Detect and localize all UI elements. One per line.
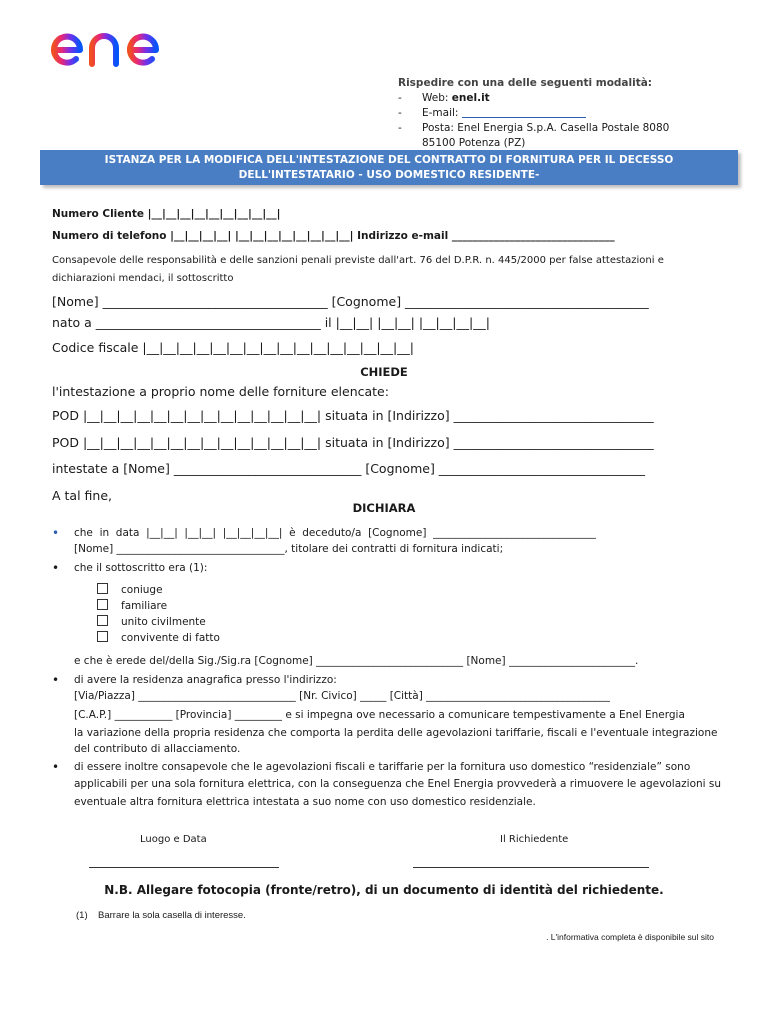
email-label: E-mail:: [422, 107, 459, 119]
form-title-banner: [40, 150, 738, 185]
enel-logo: [48, 12, 200, 70]
bullet: •: [52, 760, 60, 774]
intestazione-text: l'intestazione a proprio nome delle forniture elencate:: [52, 384, 389, 399]
telefono-label: Numero di telefono: [52, 230, 167, 242]
unito-civilmente-checkbox[interactable]: [97, 615, 108, 626]
option-coniuge: coniuge: [121, 584, 163, 596]
nome-cognome-row[interactable]: [Nome] ____________________________________ [Cognome] _______________________________________: [52, 294, 649, 309]
pod-row-1[interactable]: POD |__|__|__|__|__|__|__|__|__|__|__|__|__|__| situata in [Indirizzo] ________________________________: [52, 408, 654, 423]
consapevole-text-2: dichiarazioni mendaci, il sottoscritto: [52, 273, 234, 284]
agevolazioni-line-3: eventuale altra fornitura elettrica intestata a suo nome con uso domestico residenziale.: [74, 796, 536, 808]
telefono-input[interactable]: |__|__|__|__| |__|__|__|__|__|__|__|__|: [166, 230, 358, 242]
footnote-number: (1): [76, 910, 88, 921]
post-city: 85100 Potenza (PZ): [422, 137, 526, 149]
tal-fine-text: A tal fine,: [52, 488, 112, 503]
consapevole-text: Consapevole delle responsabilità e delle sanzioni penali previste dall'art. 76 del D.P.R. n. 445/2000 per false attestazioni e: [52, 255, 664, 266]
cliente-label: Numero Cliente: [52, 208, 145, 220]
dichiara-heading: DICHIARA: [352, 501, 416, 515]
intestate-row[interactable]: intestate a [Nome] ______________________________ [Cognome] _________________________________: [52, 461, 646, 476]
dash: -: [398, 92, 402, 104]
coniuge-checkbox[interactable]: [97, 583, 108, 594]
email-form-label: Indirizzo e-mail: [357, 230, 449, 242]
bullet: •: [52, 673, 60, 687]
sottoscritto-era-text: che il sottoscritto era (1):: [74, 562, 208, 574]
agevolazioni-line-2: applicabili per una sola fornitura elettrica, con la conseguenza che Enel Energia provvederà a rimuovere le agevolazioni su: [74, 778, 722, 790]
banner-line-1: ISTANZA PER LA MODIFICA DELL'INTESTAZIONE DEL CONTRATTO DI FORNITURA PER IL DECESSO: [104, 154, 674, 166]
nato-row[interactable]: nato a ____________________________________ il |__|__| |__|__| |__|__|__|__|: [52, 315, 490, 330]
option-convivente: convivente di fatto: [121, 632, 220, 644]
luogo-data-label: Luogo e Data: [140, 834, 207, 845]
enel-logo-icon: [48, 12, 200, 70]
luogo-data-signature-line[interactable]: [89, 867, 279, 868]
banner-line-2: DELL'INTESTATARIO - USO DOMESTICO RESIDENTE-: [238, 169, 540, 181]
codice-fiscale-row[interactable]: Codice fiscale |__|__|__|__|__|__|__|__|__|__|__|__|__|__|__|__|: [52, 340, 414, 355]
residenza-line-1: di avere la residenza anagrafica presso l'indirizzo:: [74, 674, 337, 686]
familiare-checkbox[interactable]: [97, 599, 108, 610]
erede-row[interactable]: e che è erede del/della Sig./Sig.ra [Cognome] ____________________________ [Nome] ________________________.: [74, 655, 639, 667]
cliente-row: [52, 208, 281, 220]
bullet: •: [52, 561, 60, 575]
residenza-line-4: la variazione della propria residenza che comporta la perdita delle agevolazioni tariffarie, fiscali e l'eventuale integrazione: [74, 727, 718, 739]
web-link[interactable]: enel.it: [451, 92, 490, 104]
chiede-heading: CHIEDE: [360, 365, 408, 379]
email-blank: [462, 106, 586, 118]
decesso-line-2[interactable]: [Nome] ________________________________, titolare dei contratti di fornitura indicati;: [74, 543, 504, 555]
residenza-line-5: del contributo di allacciamento.: [74, 743, 241, 755]
option-unito-civilmente: unito civilmente: [121, 616, 206, 628]
send-title: Rispedire con una delle seguenti modalità:: [398, 77, 653, 89]
convivente-checkbox[interactable]: [97, 631, 108, 642]
decesso-line-1[interactable]: che in data |__|__| |__|__| |__|__|__|__| è deceduto/a [Cognome] _______________________________: [74, 527, 596, 539]
bullet: •: [52, 526, 60, 540]
agevolazioni-line-1: di essere inoltre consapevole che le agevolazioni fiscali e tariffarie per la fornitura uso domestico “residenziale” sono: [74, 761, 691, 773]
option-familiare: familiare: [121, 600, 168, 612]
telefono-row: [52, 230, 615, 242]
richiedente-label: Il Richiedente: [500, 834, 569, 845]
post-address: Posta: Enel Energia S.p.A. Casella Postale 8080: [422, 122, 670, 134]
residenza-line-2[interactable]: [Via/Piazza] ______________________________ [Nr. Civico] _____ [Città] ___________________________________: [74, 690, 610, 702]
cliente-input[interactable]: |__|__|__|__|__|__|__|__|__|: [144, 208, 281, 220]
nb-note: N.B. Allegare fotocopia (fronte/retro), di un documento di identità del richiedente.: [104, 883, 664, 897]
informativa-text: . L'informativa completa è disponibile sul sito: [546, 932, 714, 942]
send-instructions: [398, 76, 669, 151]
dash: -: [398, 122, 402, 134]
pod-row-2[interactable]: POD |__|__|__|__|__|__|__|__|__|__|__|__|__|__| situata in [Indirizzo] ________________________________: [52, 435, 654, 450]
dash: -: [398, 107, 402, 119]
footnote-text: Barrare la sola casella di interesse.: [98, 910, 246, 921]
web-label: Web:: [422, 92, 449, 104]
email-form-input[interactable]: _______________________________: [448, 230, 615, 242]
residenza-line-3[interactable]: [C.A.P.] ___________ [Provincia] _________ e si impegna ove necessario a comunicare tempestivamente a Enel Energia: [74, 709, 685, 721]
richiedente-signature-line[interactable]: [413, 867, 649, 868]
